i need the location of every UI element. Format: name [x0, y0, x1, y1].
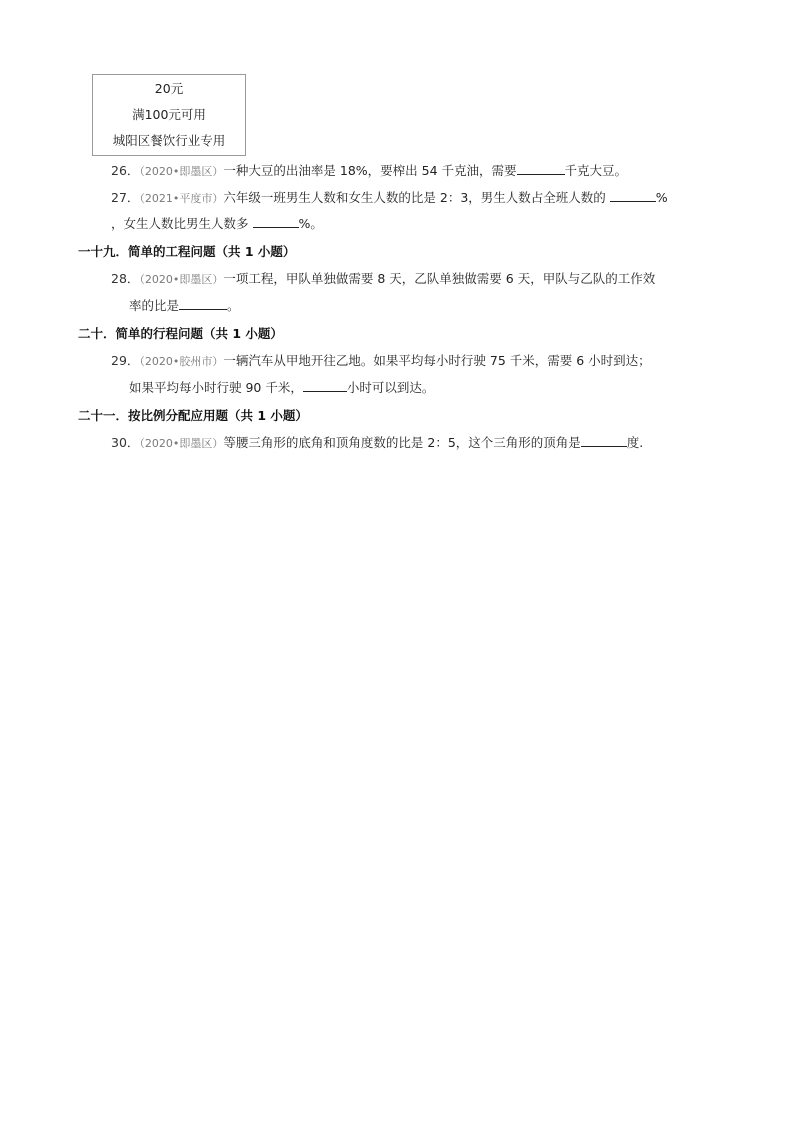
- unit-text: %。: [298, 216, 323, 231]
- question-text: 一辆汽车从甲地开往乙地。如果平均每小时行驶 75 千米，需要 6 小时到达；: [223, 353, 651, 368]
- coupon-box: [92, 74, 246, 156]
- question-number: 26．: [111, 163, 140, 178]
- answer-blank[interactable]: [179, 297, 227, 310]
- question-text: 。: [227, 298, 240, 313]
- coupon-amount: 20元: [154, 81, 184, 96]
- answer-blank[interactable]: [610, 189, 656, 202]
- question-27-continued: [111, 215, 323, 233]
- question-text: 千克大豆。: [564, 163, 628, 178]
- question-28-continued: [129, 297, 240, 315]
- section-heading-21: 二十一．按比例分配应用题（共 1 小题）: [78, 408, 308, 423]
- answer-blank[interactable]: [581, 434, 627, 447]
- question-26: [111, 162, 627, 181]
- question-source: （2020•即墨区）: [139, 165, 224, 178]
- answer-blank[interactable]: [517, 162, 565, 175]
- question-text: 一项工程，甲队单独做需要 8 天，乙队单独做需要 6 天，甲队与乙队的工作效: [223, 271, 656, 286]
- question-30: [111, 434, 643, 453]
- answer-blank[interactable]: [253, 215, 299, 228]
- question-source: （2021•平度市）: [139, 192, 224, 205]
- question-source: （2020•即墨区）: [139, 273, 224, 286]
- coupon-scope: 城阳区餐饮行业专用: [112, 133, 226, 148]
- question-text: 如果平均每小时行驶 90 千米，: [129, 380, 303, 395]
- question-text: 小时可以到达。: [346, 380, 435, 395]
- section-heading-20: 二十．简单的行程问题（共 1 小题）: [78, 326, 283, 341]
- question-number: 28．: [111, 271, 140, 286]
- question-number: 29．: [111, 353, 140, 368]
- question-text: 六年级一班男生人数和女生人数的比是 2：3，男生人数占全班人数的: [223, 190, 606, 205]
- question-text: 等腰三角形的底角和顶角度数的比是 2：5，这个三角形的顶角是: [223, 435, 581, 450]
- question-source: （2020•即墨区）: [139, 437, 224, 450]
- question-27: [111, 189, 668, 208]
- question-28: [111, 270, 655, 289]
- question-text: 率的比是: [129, 298, 180, 313]
- question-number: 27．: [111, 190, 140, 205]
- coupon-condition: 满100元可用: [132, 107, 206, 122]
- question-29: [111, 352, 651, 371]
- question-source: （2020•胶州市）: [139, 355, 224, 368]
- question-number: 30．: [111, 435, 140, 450]
- unit-text: %: [655, 190, 668, 205]
- question-29-continued: [129, 379, 434, 397]
- question-text: 度.: [626, 435, 644, 450]
- question-text: 一种大豆的出油率是 18%，要榨出 54 千克油，需要: [223, 163, 517, 178]
- section-heading-19: 一十九．简单的工程问题（共 1 小题）: [78, 244, 296, 259]
- answer-blank[interactable]: [303, 379, 347, 392]
- question-text: ，女生人数比男生人数多: [111, 216, 249, 231]
